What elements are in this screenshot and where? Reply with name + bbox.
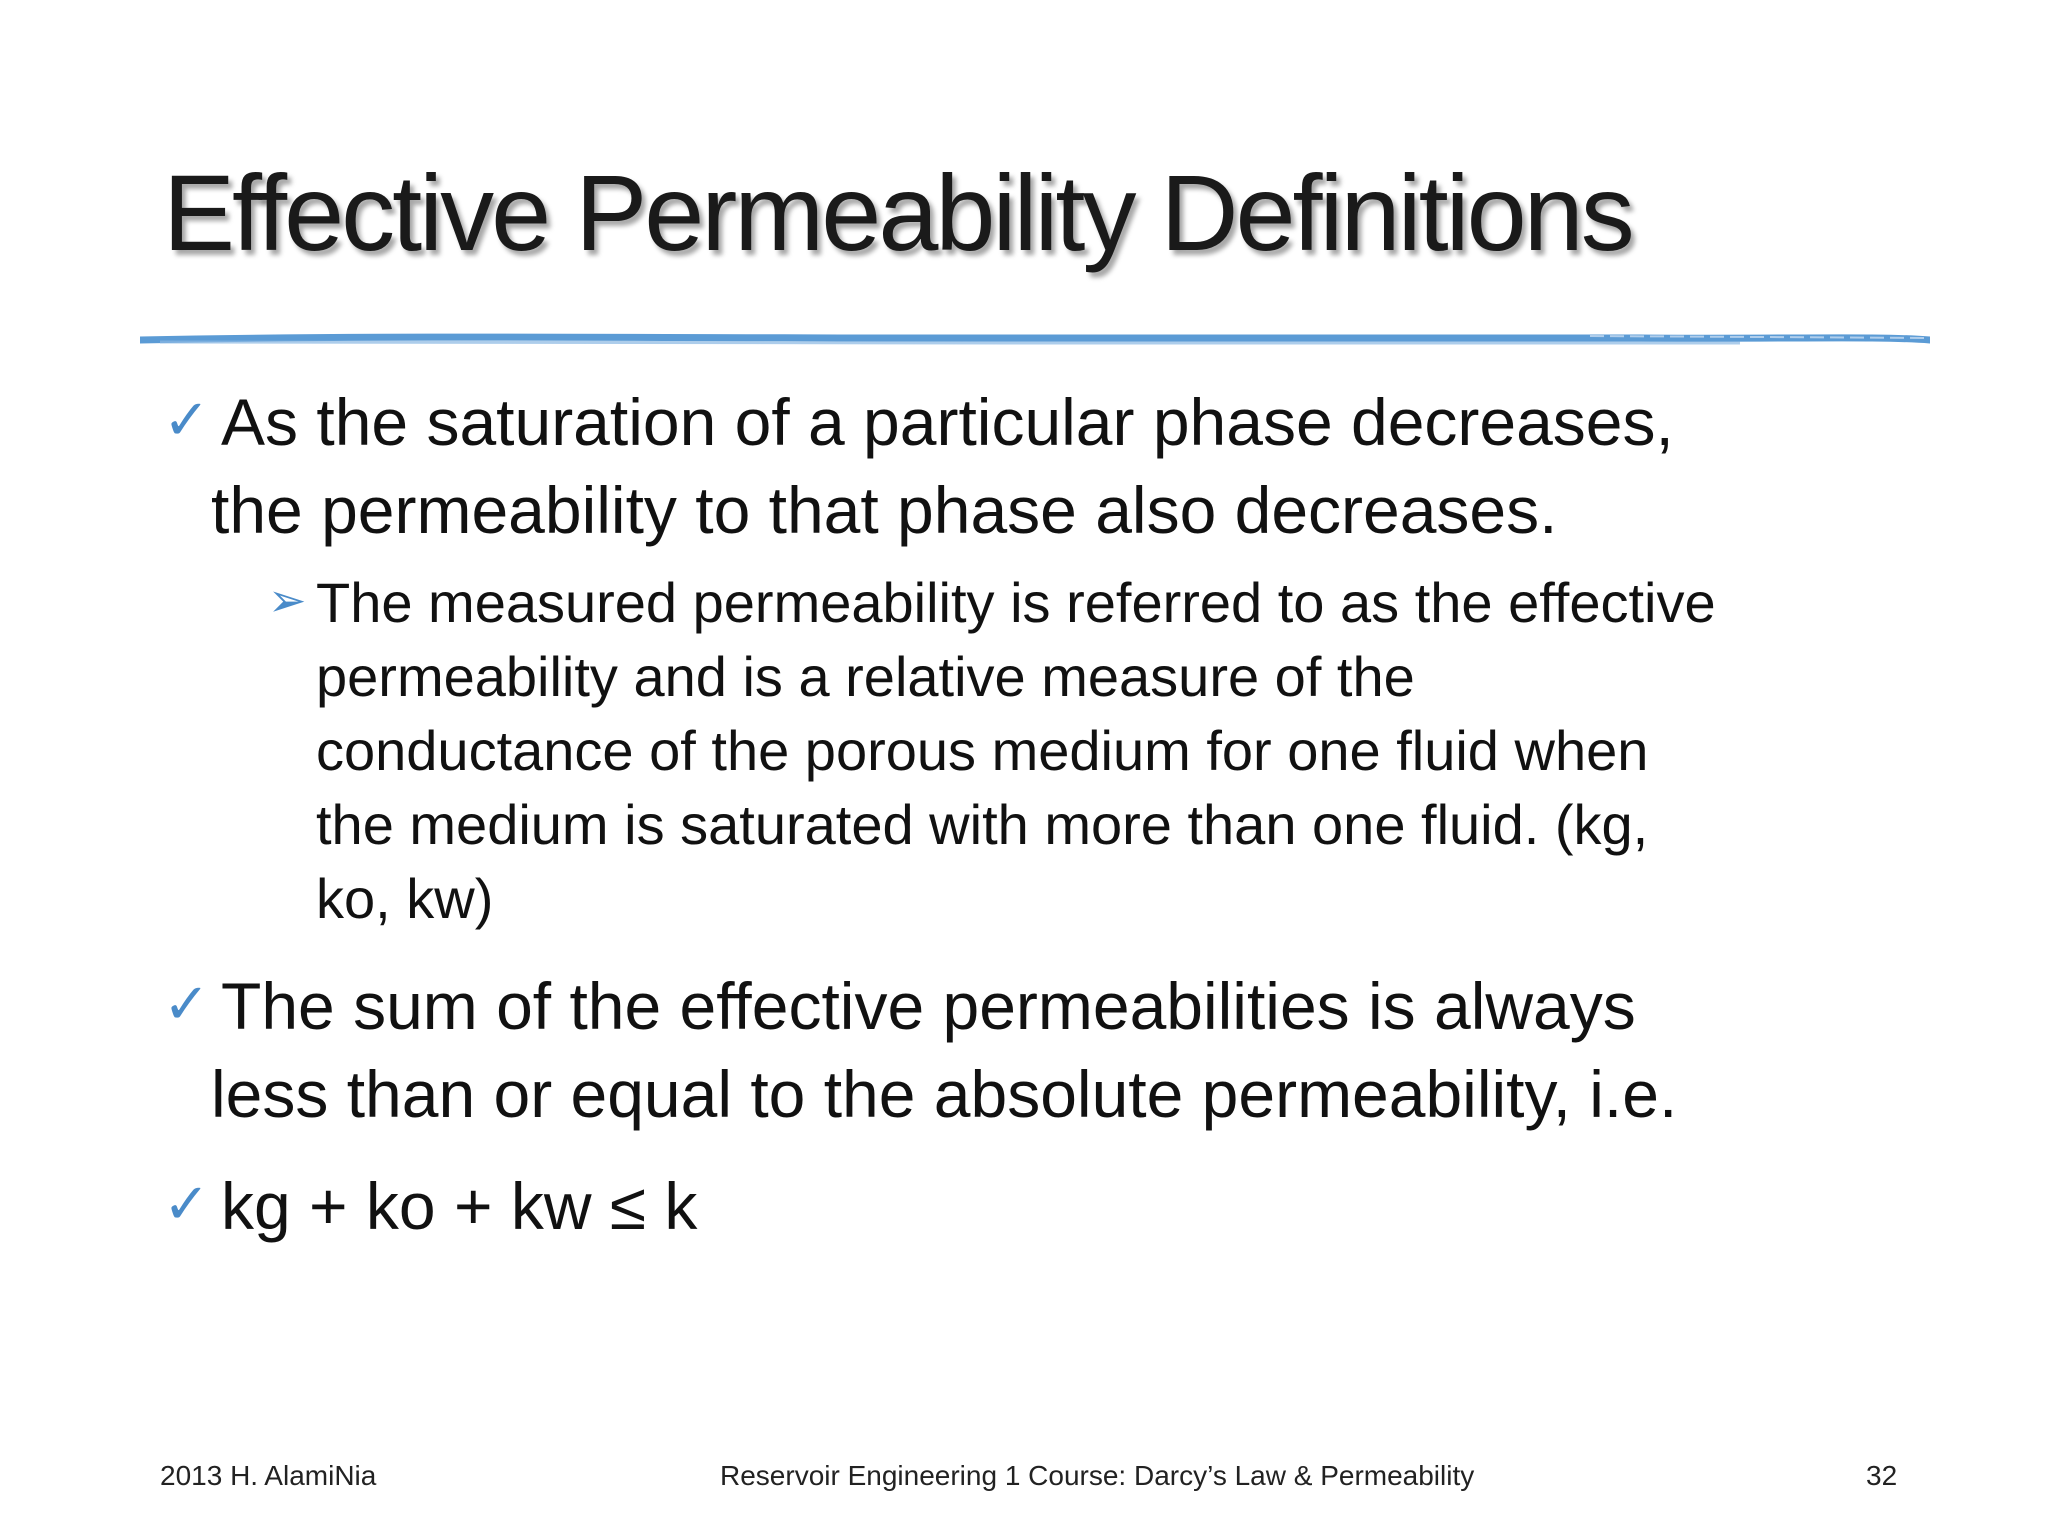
checkmark-icon: ✓	[163, 1172, 210, 1237]
bullet-1-line-1: As the saturation of a particular phase decreases,	[221, 385, 1674, 459]
sub-bullet-1-line-4: the medium is saturated with more than one fluid. (kg,	[316, 793, 1649, 856]
sub-bullet-1	[316, 566, 1716, 936]
sub-bullet-1-line-1: The measured permeability is referred to as the effective	[316, 571, 1716, 634]
footer-course: Reservoir Engineering 1 Course: Darcy’s Law & Permeability	[720, 1460, 1475, 1491]
sub-bullet-1-line-5: ko, kw)	[316, 867, 494, 930]
footer-author: 2013 H. AlamiNia	[160, 1460, 377, 1491]
bullet-1	[211, 378, 1674, 554]
bullet-1-line-2: the permeability to that phase also decreases.	[211, 473, 1558, 547]
sub-bullet-1-line-2: permeability and is a relative measure of the	[316, 645, 1415, 708]
bullet-2	[211, 962, 1678, 1138]
bullet-3-line-1: kg + ko + kw ≤ k	[221, 1169, 698, 1243]
bullet-3	[221, 1162, 697, 1250]
bullet-2-line-2: less than or equal to the absolute permeability, i.e.	[211, 1057, 1678, 1131]
sub-bullet-1-line-3: conductance of the porous medium for one fluid when	[316, 719, 1649, 782]
checkmark-icon: ✓	[163, 388, 210, 453]
slide-number: 32	[1866, 1460, 1898, 1491]
arrowhead-icon: ➢	[268, 573, 307, 627]
bullet-2-line-1: The sum of the effective permeabilities is always	[221, 969, 1636, 1043]
checkmark-icon: ✓	[163, 972, 210, 1037]
title-underline	[140, 328, 1930, 352]
slide-title: Effective Permeability Definitions	[163, 152, 1632, 273]
